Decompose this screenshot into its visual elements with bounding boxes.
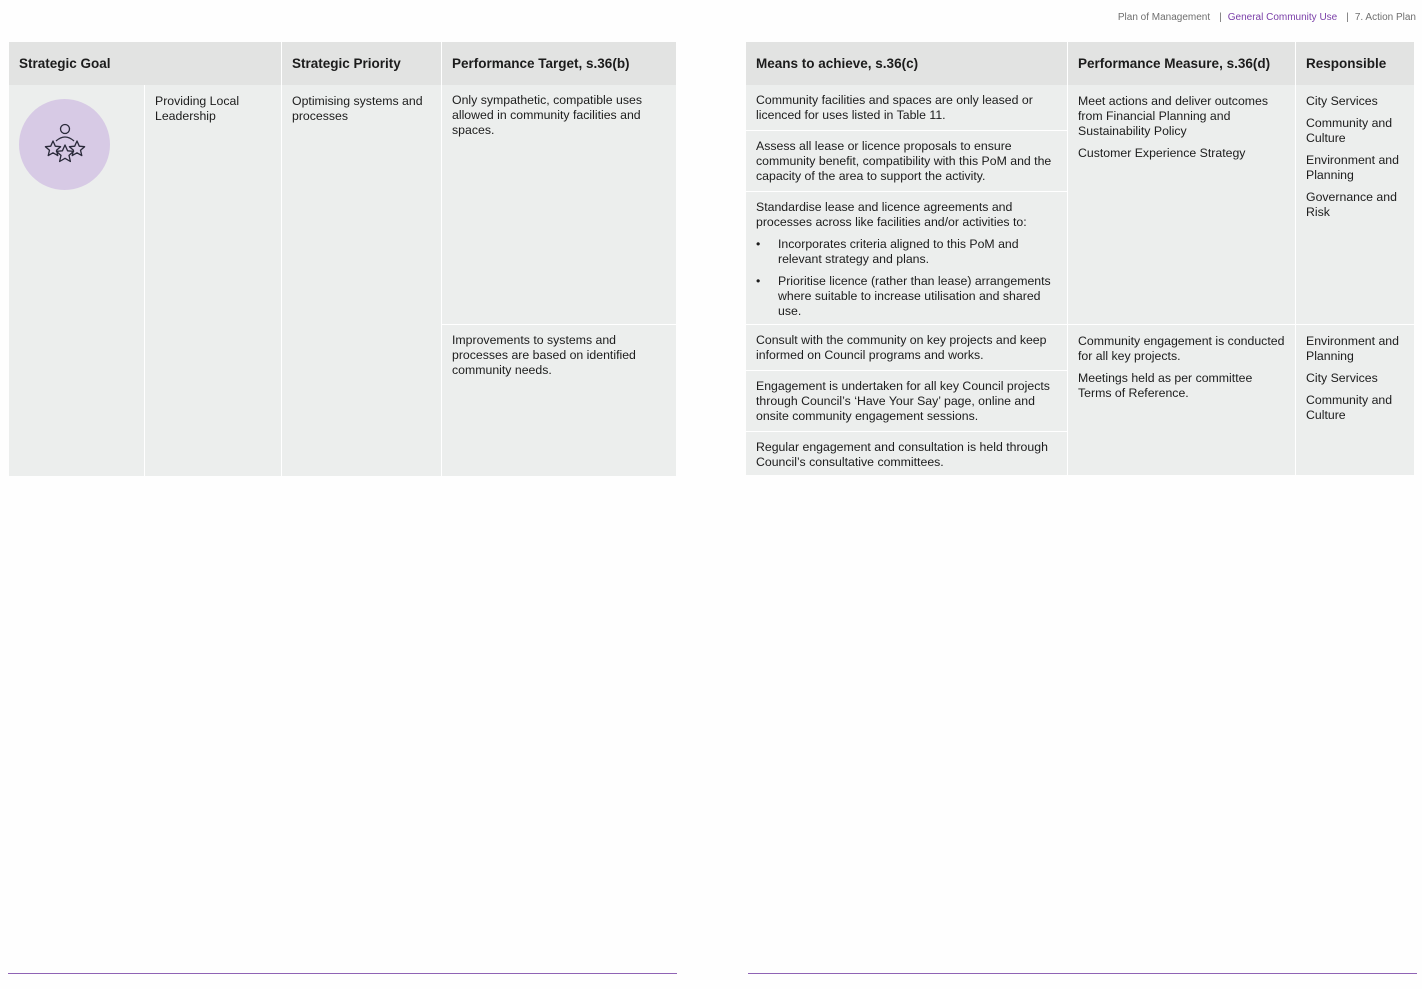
means-item: Regular engagement and consultation is held through Council’s consultative committees. [756, 440, 1048, 469]
goal-icon-badge [19, 99, 110, 190]
responsible-list [1296, 85, 1414, 324]
responsible-item: City Services [1306, 371, 1378, 385]
performance-measure: Meetings held as per committee Terms of Reference. [1078, 371, 1253, 400]
header-performance-target: Performance Target, s.36(b) [452, 56, 630, 71]
performance-measure: Customer Experience Strategy [1078, 146, 1246, 160]
strategy-table [9, 42, 676, 476]
means-bullet-list [756, 237, 1057, 319]
responsible-item: Governance and Risk [1306, 190, 1397, 219]
means-item: Assess all lease or licence proposals to ensure community benefit, compatibility with this PoM and the capacity of the area to support the activity. [746, 131, 1067, 192]
responsible-item: Environment and Planning [1306, 334, 1399, 363]
means-item: Engagement is undertaken for all key Council projects through Council’s ‘Have Your Say’ page, online and onsite community engagement sessions. [746, 371, 1067, 432]
breadcrumb [1118, 12, 1416, 23]
means-item: Community facilities and spaces are only leased or licenced for uses listed in Table 11. [746, 85, 1067, 131]
performance-measure: Community engagement is conducted for all key projects. [1078, 334, 1285, 363]
breadcrumb-doc: Plan of Management [1117, 12, 1211, 23]
strategy-table-header [9, 42, 676, 85]
strategic-priority: Optimising systems and processes [282, 85, 442, 476]
breadcrumb-separator: | [1346, 12, 1349, 23]
means-table-row [746, 325, 1414, 475]
goal-icon-cell [9, 85, 145, 476]
performance-measures [1068, 85, 1296, 324]
means-bullet: • Incorporates criteria aligned to this PoM and relevant strategy and plans. [756, 237, 1057, 267]
performance-measure: Meet actions and deliver outcomes from Financial Planning and Sustainability Policy [1078, 94, 1269, 138]
performance-targets [442, 85, 676, 476]
performance-measures [1068, 325, 1296, 475]
responsible-list [1296, 325, 1414, 475]
footer-rule-right [748, 973, 1417, 974]
means-table [746, 42, 1414, 475]
header-strategic-goal: Strategic Goal [9, 42, 282, 85]
means-item [746, 192, 1067, 326]
footer-rule-left [8, 973, 677, 974]
means-item: Consult with the community on key projects and keep informed on Council programs and works. [746, 325, 1067, 371]
performance-target-1: Only sympathetic, compatible uses allowed in community facilities and spaces. [442, 85, 676, 325]
means-table-row [746, 85, 1414, 325]
responsible-item: Community and Culture [1306, 116, 1393, 145]
responsible-item: Environment and Planning [1306, 153, 1399, 182]
header-responsible: Responsible [1306, 56, 1387, 71]
means-list [746, 325, 1068, 475]
people-stars-icon [41, 121, 89, 169]
means-table-header [746, 42, 1414, 85]
responsible-item: Community and Culture [1306, 393, 1393, 422]
means-list [746, 85, 1068, 324]
means-bullet: • Prioritise licence (rather than lease) arrangements where suitable to increase utilisation and shared use. [756, 274, 1057, 319]
header-means-to-achieve: Means to achieve, s.36(c) [746, 42, 1068, 85]
breadcrumb-chapter: 7. Action Plan [1354, 12, 1416, 23]
means-item-text: Standardise lease and licence agreements and processes across like facilities and/or activities to: [756, 200, 1027, 229]
header-strategic-priority: Strategic Priority [282, 42, 442, 85]
performance-target-2: Improvements to systems and processes are based on identified community needs. [452, 333, 636, 377]
header-performance-measure: Performance Measure, s.36(d) [1068, 42, 1296, 85]
responsible-item: City Services [1306, 94, 1378, 108]
breadcrumb-section[interactable]: General Community Use [1227, 12, 1338, 23]
breadcrumb-separator: | [1219, 12, 1222, 23]
goal-name: Providing Local Leadership [145, 85, 282, 476]
strategy-table-row [9, 85, 676, 476]
